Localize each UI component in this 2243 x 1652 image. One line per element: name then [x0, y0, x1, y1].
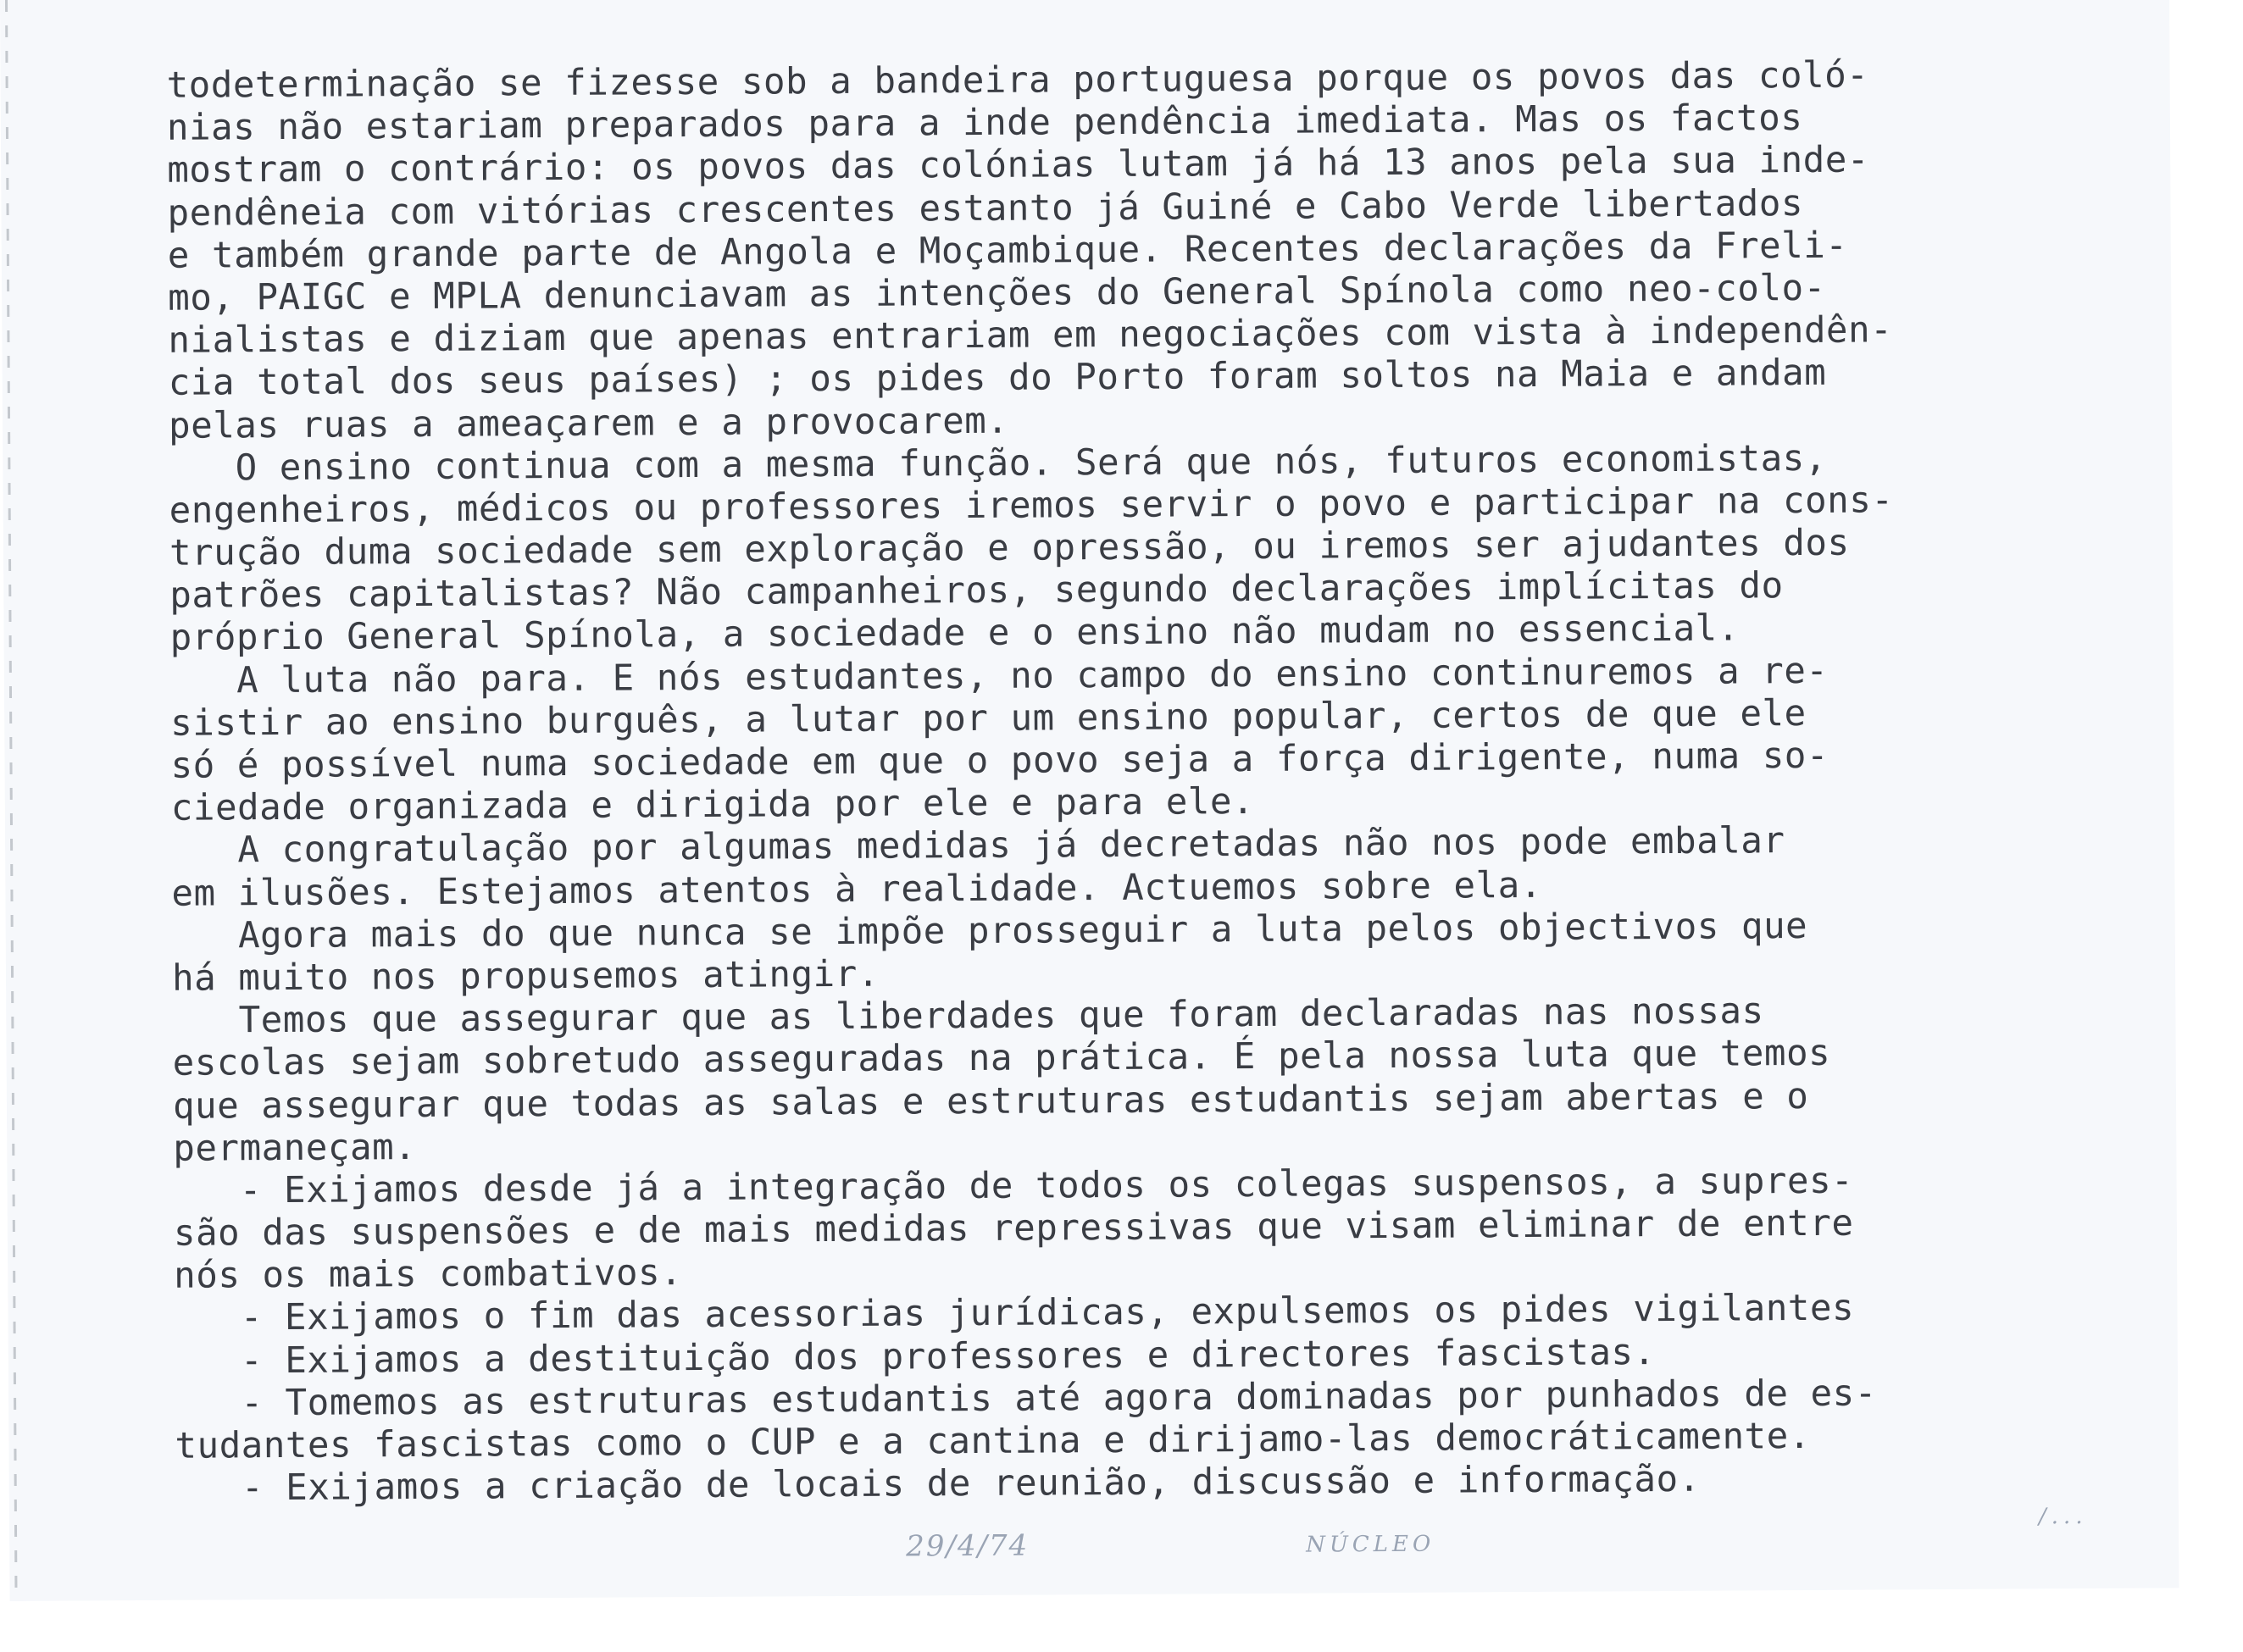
typewritten-text: [166, 53, 2179, 1511]
text-line: nós os mais combativos.: [174, 1252, 683, 1298]
text-line: mo, PAIGC e MPLA denunciavam as intenções do General Spínola como neo-colo-: [168, 267, 1826, 319]
text-line: pendêneia com vitórias crescentes estanto já Guiné e Cabo Verde libertados: [167, 182, 1804, 235]
text-line: - Exijamos o fim das acessorias jurídicas, expulsemos os pides vigilantes: [174, 1288, 1855, 1340]
text-line: A luta não para. E nós estudantes, no campo do ensino continuremos a re-: [169, 650, 1829, 702]
text-line: sistir ao ensino burguês, a lutar por um ensino popular, certos de que ele: [170, 692, 1807, 745]
text-line: pelas ruas a ameaçarem e a provocarem.: [168, 400, 1009, 447]
text-line: nias não estariam preparados para a inde pendência imediata. Mas os factos: [166, 97, 1803, 149]
text-line: e também grande parte de Angola e Moçambique. Recentes declarações da Freli-: [167, 225, 1848, 277]
text-line: são das suspensões e de mais medidas repressivas que visam eliminar de entre: [173, 1202, 1854, 1255]
handwritten-date: 29/4/74: [906, 1528, 1030, 1564]
text-line: há muito nos propusemos atingir.: [171, 953, 880, 1000]
text-line: próprio General Spínola, a sociedade e o ensino não mudam no essencial.: [169, 607, 1740, 660]
text-line: mostram o contrário: os povos das colónias lutam já há 13 anos pela sua inde-: [167, 139, 1870, 192]
text-line: em ilusões. Estejamos atentos à realidade. Actuemos sobre ela.: [171, 864, 1542, 915]
text-line: - Exijamos a criação de locais de reunião, discussão e informação.: [175, 1458, 1701, 1510]
text-line: só é possível numa sociedade em que o povo seja a força dirigente, numa so-: [170, 735, 1829, 787]
text-line: permaneçam.: [173, 1126, 417, 1170]
text-line: - Exijamos desde já a integração de todos os colegas suspensos, a supres-: [173, 1160, 1854, 1212]
text-line: nialistas e diziam que apenas entrariam em negociações com vista à independên-: [168, 309, 1893, 362]
text-line: - Tomemos as estruturas estudantis até agora dominadas por punhados de es-: [174, 1372, 1877, 1425]
text-line: trução duma sociedade sem exploração e opressão, ou iremos ser ajudantes dos: [169, 522, 1850, 574]
text-line: O ensino continua com a mesma função. Será que nós, futuros economistas,: [169, 437, 1828, 490]
text-line: patrões capitalistas? Não campanheiros, segundo declarações implícitas do: [169, 565, 1784, 618]
handwritten-note: NÚCLEO: [1306, 1531, 1435, 1558]
text-line: que assegurar que todas as salas e estruturas estudantis sejam abertas e o: [172, 1075, 1809, 1128]
text-line: tudantes fascistas como o CUP e a cantina e dirijamo-las democráticamente.: [175, 1415, 1811, 1467]
text-line: Temos que assegurar que as liberdades que foram declaradas nas nossas: [172, 990, 1764, 1042]
text-line: cia total dos seus países) ; os pides do Porto foram soltos na Maia e andam: [168, 352, 1827, 405]
text-line: Agora mais do que nunca se impõe prosseguir a luta pelos objectivos que: [171, 905, 1808, 957]
text-line: - Exijamos a destituição dos professores e directores fascistas.: [174, 1331, 1656, 1383]
handwritten-mark: /...: [2038, 1503, 2088, 1530]
text-line: todeterminação se fizesse sob a bandeira portuguesa porque os povos das coló-: [166, 54, 1869, 107]
perforation-edge: [5, 0, 18, 1601]
text-line: A congratulação por algumas medidas já decretadas não nos pode embalar: [170, 820, 1785, 873]
text-line: engenheiros, médicos ou professores iremos servir o povo e participar na cons-: [169, 480, 1894, 532]
text-line: escolas sejam sobretudo asseguradas na prática. É pela nossa luta que temos: [172, 1033, 1831, 1085]
text-line: ciedade organizada e dirigida por ele e para ele.: [170, 781, 1255, 829]
